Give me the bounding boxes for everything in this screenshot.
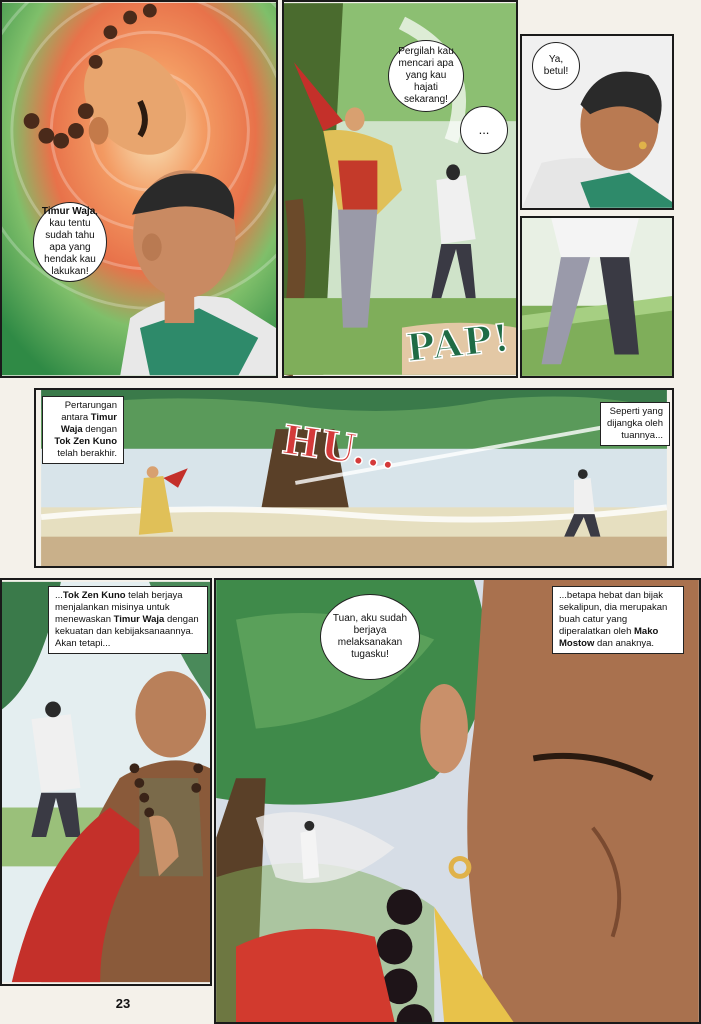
speech-text: Pergilah kau mencari apa yang kau hajati sekarang! (398, 46, 454, 105)
caption-as-expected (600, 402, 670, 446)
caption-mission-success (48, 586, 208, 654)
speech-bubble-monk (33, 202, 107, 282)
sfx-hu: HU... (279, 416, 401, 479)
caption-chess-pawn (552, 586, 684, 654)
name-tok-zen-kuno: Tok Zen Kuno (54, 436, 117, 447)
panel-4 (520, 216, 674, 378)
name-timur-waja: Timur Waja (41, 206, 96, 217)
speech-bubble-timur (532, 42, 580, 90)
caption-text: ...betapa hebat dan bijak sekalipun, dia merupakan buah catur yang diperalatkan oleh (559, 590, 668, 637)
page-number: 23 (115, 996, 131, 1011)
caption-text: Pertarungan antara (61, 400, 117, 423)
panel-6 (0, 578, 212, 986)
speech-bubble-mission-done (320, 594, 420, 680)
caption-text: dengan (82, 424, 117, 435)
caption-text: telah berjaya menjalankan misinya untuk menewaskan (55, 590, 183, 625)
speech-text: , kau tentu sudah tahu apa yang hendak kau lakukan! (44, 206, 99, 277)
caption-text: dengan kekuatan dan kebijaksanaannya. Akan tetapi... (55, 614, 199, 649)
panel-1 (0, 0, 278, 378)
panel-2 (282, 0, 518, 378)
name-timur-waja: Timur Waja (60, 412, 117, 435)
panel-1-art (2, 2, 276, 376)
speech-bubble-monk-go (388, 40, 464, 112)
caption-text: ... (55, 590, 63, 601)
caption-text: Seperti yang dijangka oleh tuannya... (607, 406, 663, 441)
name-tok-zen-kuno: Tok Zen Kuno (62, 590, 126, 601)
caption-text: telah berakhir. (57, 448, 117, 459)
speech-text: Ya, betul! (543, 54, 569, 77)
panel-3 (520, 34, 674, 210)
caption-text: dan anaknya. (594, 638, 655, 649)
speech-bubble-ellipsis (460, 106, 508, 154)
panel-7 (214, 578, 701, 1024)
panel-4-art (522, 218, 672, 376)
caption-battle-over (42, 396, 124, 464)
speech-text: Tuan, aku sudah berjaya melaksanakan tugasku! (332, 613, 408, 660)
sfx-pap: PAP! (403, 314, 513, 371)
panel-5 (34, 388, 674, 568)
panel-5-art (36, 390, 672, 566)
name-mako-mostow: Mako Mostow (559, 626, 659, 649)
speech-text: ... (478, 122, 490, 137)
name-timur-waja: Timur Waja (113, 614, 165, 625)
